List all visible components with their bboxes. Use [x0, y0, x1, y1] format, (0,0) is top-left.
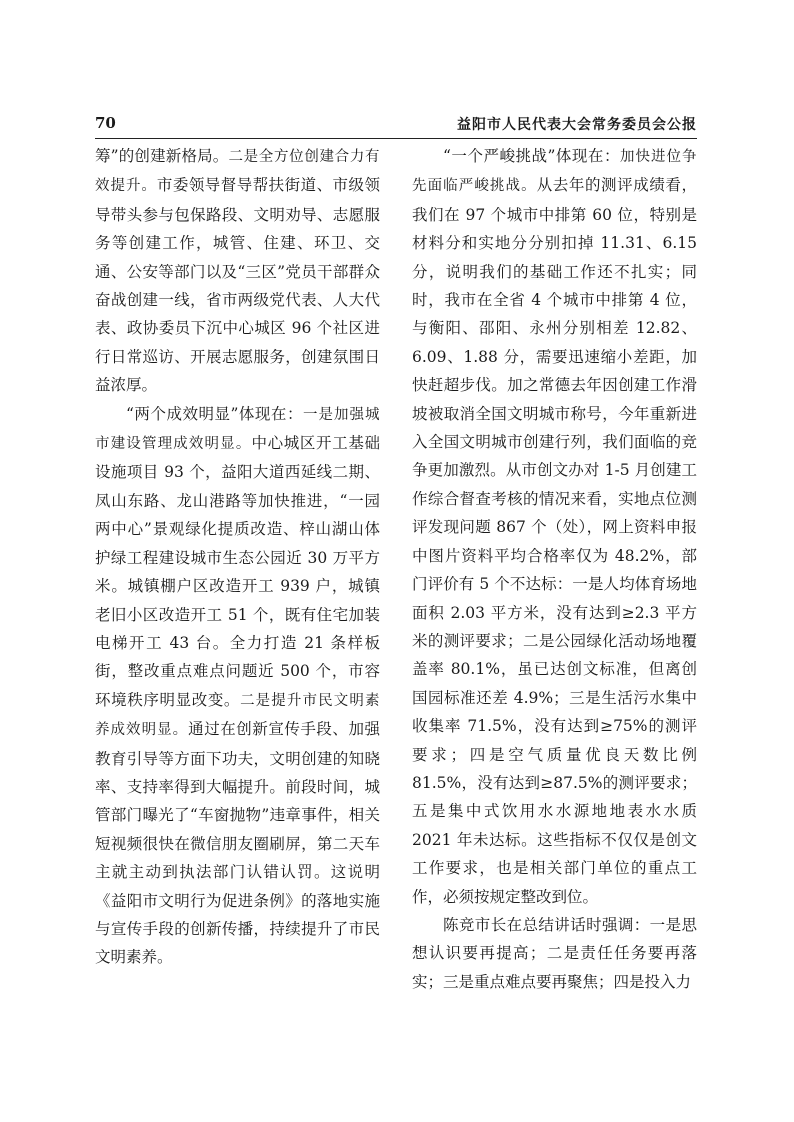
journal-title: 益阳市人民代表大会常务委员会公报: [457, 117, 697, 133]
paragraph: [95, 142, 380, 400]
emphasis-text: 一是加强城市建设管理成效明显。: [95, 406, 380, 453]
left-column: [95, 142, 380, 1082]
body-text: 通过在创新宣传手段、加强教育引导等方面下功夫，文明创建的知晓率、支持率得到大幅提升。前段时间，城管部门曝光了“车窗抛物”违章事件，相关短视频很快在微信朋友圈刷屏，第二天车主就主动到执法部门认错认罚。这说明《益阳市文明行为促进条例》的落地实施与宣传手段的创新传播，持续提升了市民文明素养。: [95, 720, 380, 967]
body-text: 中心城区开工基础设施项目 93 个，益阳大道西延线二期、凤山东路、龙山港路等加快推进，“一园两中心”景观绿化提质改造、梓山湖山体护绿工程建设城市生态公园近 30 万平方米。城镇棚户区改造开工 939 户，城镇老旧小区改造开工 51 个，既有住宅加装电梯开工 43 台。全力打造 21 条样板街，整改重点难点问题近 500 个，市容环境秩序明显改变。: [95, 434, 380, 709]
body-text: “一个严峻挑战”体现在：: [443, 147, 620, 165]
body-text: 筹”的创建新格局。: [95, 147, 229, 165]
right-column: [412, 142, 697, 1082]
body-text: “两个成效明显”体现在：: [126, 404, 303, 423]
emphasis-text: 二是提升市民文明素养成效明显。: [95, 692, 380, 739]
header-rule: [95, 138, 697, 139]
paragraph: [412, 142, 697, 911]
body-text: 市委领导督导帮扶街道、市级领导带头参与包保路段、文明劝导、志愿服务等创建工作，城管、住建、环卫、交通、公安等部门以及“三区”党员干部群众奋战创建一线，省市两级党代表、人大代表、政协委员下沉中心城区 96 个社区进行日常巡访、开展志愿服务，创建氛围日益浓厚。: [95, 176, 380, 395]
body-text: 从去年的测评成绩看，我们在 97 个城市中排第 60 位，特别是材料分和实地分分别扣掉 11.31、6.15 分，说明我们的基础工作还不扎实；同时，我市在全省 4 个城市中排第 4 位，与衡阳、邵阳、永州分别相差 12.82、6.09、1.88 分，需要迅速缩小差距，加快赶超步伐。加之常德去年因创建工作滑坡被取消全国文明城市称号，今年重新进入全国文明城市创建行列，我们面临的竞争更加激烈。从市创文办对 1-5 月创建工作综合督查考核的情况来看，实地点位测评发现问题 867 个（处），网上资料申报中图片资料平均合格率仅为 48.2%，部门评价有 5 个不达标：一是人均体育场地面积 2.03 平方米，没有达到≥2.3 平方米的测评要求；二是公园绿化活动场地覆盖率 80.1%，虽已达创文标准，但离创国园标准还差 4.9%；三是生活污水集中收集率 71.5%，没有达到≥75%的测评要求；四是空气质量优良天数比例 81.5%，没有达到≥87.5%的测评要求；五是集中式饮用水水源地地表水水质 2021 年未达标。这些指标不仅仅是创文工作要求，也是相关部门单位的重点工作，必须按规定整改到位。: [412, 176, 697, 906]
emphasis-text: 二是全方位创建合力有效提升。: [95, 149, 380, 195]
page-header: [95, 112, 697, 136]
paragraph: [412, 911, 697, 996]
page-number: 70: [95, 114, 116, 132]
body-text: 陈竞市长在总结讲话时强调：一是思想认识要再提高；二是责任任务要再落实；三是重点难点要再聚焦；四是投入力: [412, 915, 697, 991]
emphasis-text: 加快进位争先面临严峻挑战。: [412, 149, 697, 195]
paragraph: [95, 400, 380, 972]
